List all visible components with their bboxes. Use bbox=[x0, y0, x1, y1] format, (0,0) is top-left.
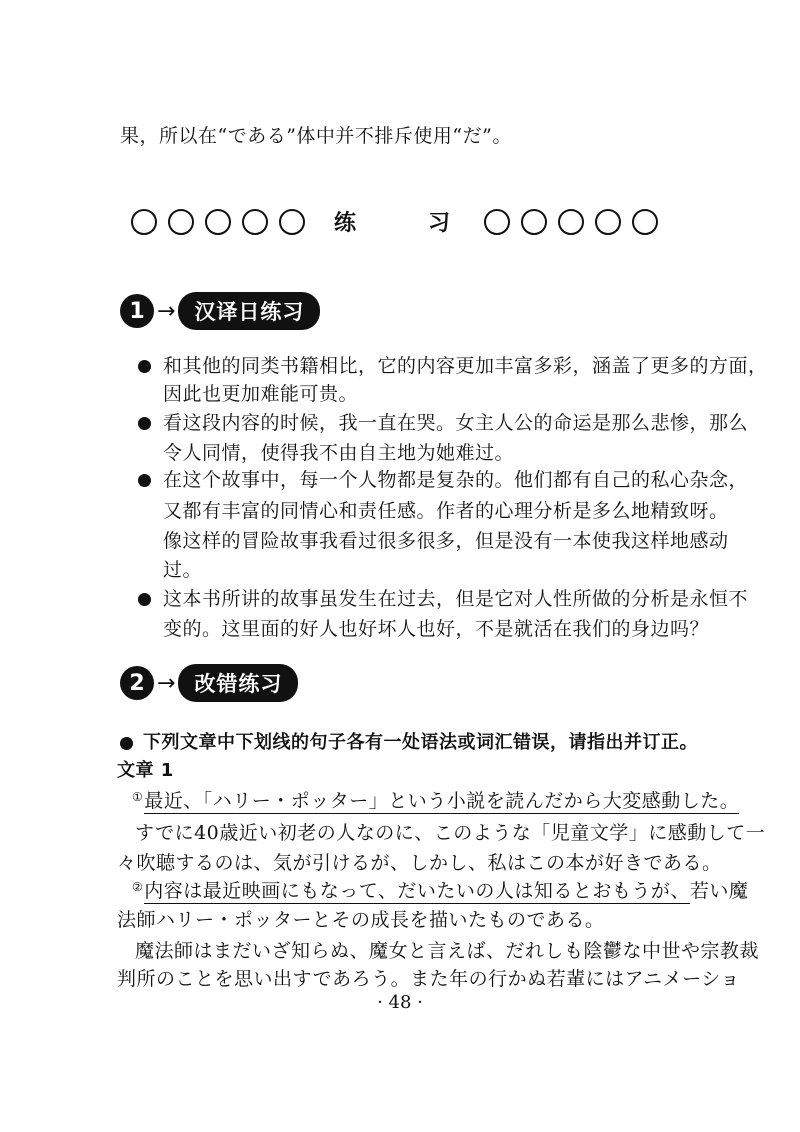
s1-item4-line2: 变的。这里面的好人也好坏人也好，不是就活在我们的身边吗？ bbox=[163, 618, 710, 640]
heading-left-word: 练 bbox=[333, 211, 356, 236]
circle-icon bbox=[279, 209, 305, 235]
paragraph1-line1: すでに40歳近い初老の人なのに、このような「児童文学」に感動して一 bbox=[135, 822, 766, 844]
section1-title: 汉译日练习 bbox=[178, 292, 320, 330]
circle-icon bbox=[168, 209, 194, 235]
arrow-icon: → bbox=[157, 670, 176, 696]
article-label: 文章 1 bbox=[117, 760, 174, 781]
circle-icon bbox=[632, 209, 658, 235]
heading-right-word: 习 bbox=[428, 211, 451, 236]
bullet-icon bbox=[138, 360, 151, 373]
s1-item3-line4: 过。 bbox=[163, 559, 203, 581]
sentence-1-line bbox=[132, 787, 739, 815]
bullet-icon bbox=[138, 474, 151, 487]
bullet-icon bbox=[138, 593, 151, 606]
circle-icon bbox=[205, 209, 231, 235]
arrow-icon: → bbox=[157, 298, 176, 324]
s1-item1-line2: 因此也更加难能可贵。 bbox=[163, 383, 359, 405]
underlined-sentence-2: 内容は最近映画にもなって、だいたいの人は知るとおもうが、 bbox=[144, 880, 690, 902]
s1-item2-line2: 令人同情，使得我不由自主地为她难过。 bbox=[163, 442, 515, 464]
section2-instruction: 下列文章中下划线的句子各有一处语法或词汇错误，请指出并订正。 bbox=[143, 732, 698, 753]
circle-icon bbox=[242, 209, 268, 235]
s1-item1-line1: 和其他的同类书籍相比，它的内容更加丰富多彩，涵盖了更多的方面， bbox=[163, 355, 768, 377]
intro-line: 果，所以在“である”体中并不排斥使用“だ”。 bbox=[120, 125, 512, 147]
section1-number: 1 bbox=[120, 294, 154, 328]
s1-item3-line1: 在这个故事中，每一个人物都是复杂的。他们都有自己的私心杂念， bbox=[163, 469, 749, 491]
circle-icon bbox=[131, 209, 157, 235]
bullet-icon bbox=[138, 417, 151, 430]
page-number: · 48 · bbox=[377, 992, 423, 1013]
s1-item3-line2: 又都有丰富的同情心和责任感。作者的心理分析是多么地精致呀。 bbox=[163, 500, 729, 522]
s1-item2-line1: 看这段内容的时候，我一直在哭。女主人公的命运是那么悲惨，那么 bbox=[163, 412, 749, 434]
paragraph3-line2: 判所のことを思い出すであろう。また年の行かぬ若輩にはアニメーショ bbox=[117, 968, 740, 990]
s1-item3-line3: 像这样的冒险故事我看过很多很多，但是没有一本使我这样地感动 bbox=[163, 530, 729, 552]
paragraph3-line1: 魔法師はまだいざ知らぬ、魔女と言えば、だれしも陰鬱な中世や宗教裁 bbox=[135, 940, 760, 962]
circle-icon bbox=[521, 209, 547, 235]
circle-icon bbox=[484, 209, 510, 235]
paragraph2-line: 法師ハリー・ポッターとその成長を描いたものである。 bbox=[117, 909, 605, 931]
section1-badge bbox=[120, 292, 320, 330]
sentence-2-rest: 若い魔 bbox=[689, 880, 749, 902]
section2-number: 2 bbox=[120, 666, 154, 700]
circle-icon bbox=[558, 209, 584, 235]
section2-title: 改错练习 bbox=[178, 664, 298, 702]
circle-icon bbox=[595, 209, 621, 235]
underlined-sentence-1: 最近、「ハリー・ポッター」という小説を読んだから大変感動した。 bbox=[144, 790, 740, 812]
paragraph1-line2: 々吹聴するのは、気が引けるが、しかし、私はこの本が好きである。 bbox=[117, 852, 722, 874]
section2-badge bbox=[120, 664, 298, 702]
sentence-1-mark: ① bbox=[132, 790, 144, 804]
exercise-heading bbox=[0, 206, 800, 237]
sentence-2-line bbox=[132, 877, 748, 905]
bullet-icon bbox=[120, 737, 133, 750]
s1-item4-line1: 这本书所讲的故事虽发生在过去，但是它对人性所做的分析是永恒不 bbox=[163, 588, 749, 610]
sentence-2-mark: ② bbox=[132, 880, 144, 894]
